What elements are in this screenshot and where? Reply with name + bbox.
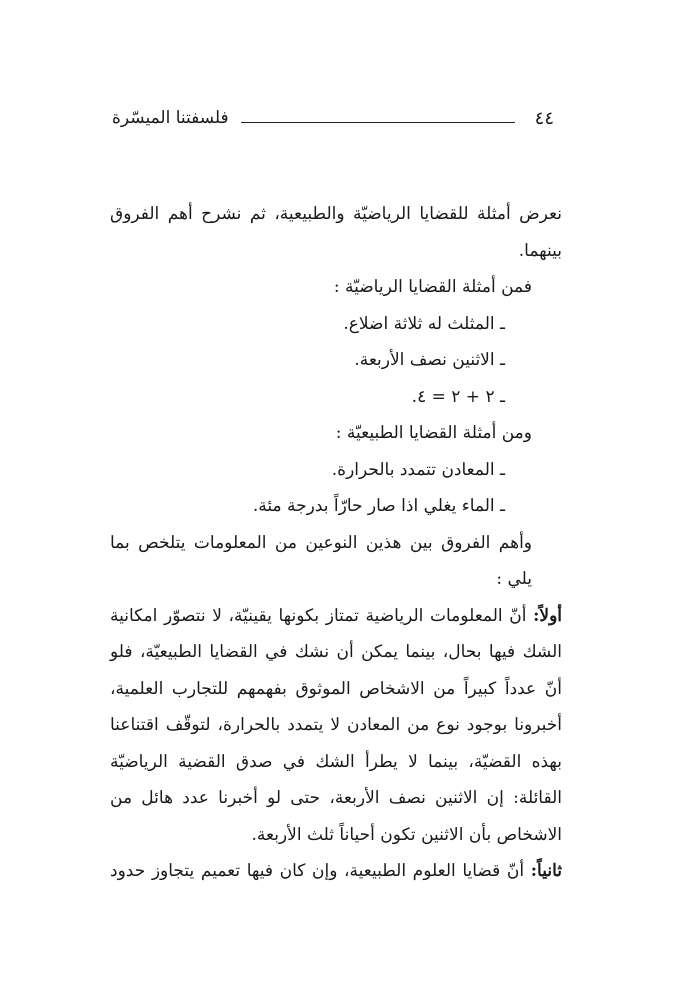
book-title: فلسفتنا الميسّرة <box>112 108 229 128</box>
page-number: ٤٤ <box>534 107 554 129</box>
differences-intro: وأهم الفروق بين هذين النوعين من المعلومات يتلخص بما يلي : <box>110 532 532 589</box>
first-difference <box>110 598 562 854</box>
math-example-3: ـ ٢ + ٢ = ٤. <box>411 386 505 407</box>
math-example-2: ـ الاثنين نصف الأربعة. <box>354 350 505 370</box>
intro-paragraph: نعرض أمثلة للقضايا الرياضيّة والطبيعية، ثم نشرح أهم الفروق بينهما. <box>110 204 562 261</box>
body-text <box>110 196 562 890</box>
second-text: أنّ قضايا العلوم الطبيعية، وإن كان فيها تعميم يتجاوز حدود <box>110 861 525 881</box>
nature-example-1: ـ المعادن تتمدد بالحرارة. <box>331 459 505 480</box>
nature-example-2: ـ الماء يغلي اذا صار حارّاً بدرجة مئة. <box>252 496 505 516</box>
math-example-1: ـ المثلث له ثلاثة اضلاع. <box>343 313 505 334</box>
second-difference <box>110 853 562 890</box>
first-text: أنّ المعلومات الرياضية تمتاز بكونها يقينيّة، لا نتصوّر امكانية الشك فيها بحال، بينما يمكن أن نشك في القضايا الطبيعيّة، فلو أنّ عدداً كبيراً من الاشخاص الموثوق بفهمهم للتجارب العلمية، أخبرونا بوجود نوع من المعادن لا يتمدد بالحرارة، لتوقّف اقتناعنا بهذه القضيّة، بينما لا يطرأ الشك في صدق القضية الرياضيّة القائلة: إن الاثنين نصف الأربعة، حتى لو أخبرنا عدد هائل من الاشخاص بأن الاثنين تكون أحياناً ثلث الأربعة. <box>110 605 562 845</box>
math-heading: فمن أمثلة القضايا الرياضيّة : <box>333 277 532 297</box>
nature-heading: ومن أمثلة القضايا الطبيعيّة : <box>335 423 532 443</box>
second-label: ثانياً: <box>530 861 562 881</box>
header-rule <box>241 122 515 123</box>
running-header <box>112 104 554 132</box>
first-label: أولاً: <box>533 605 563 626</box>
